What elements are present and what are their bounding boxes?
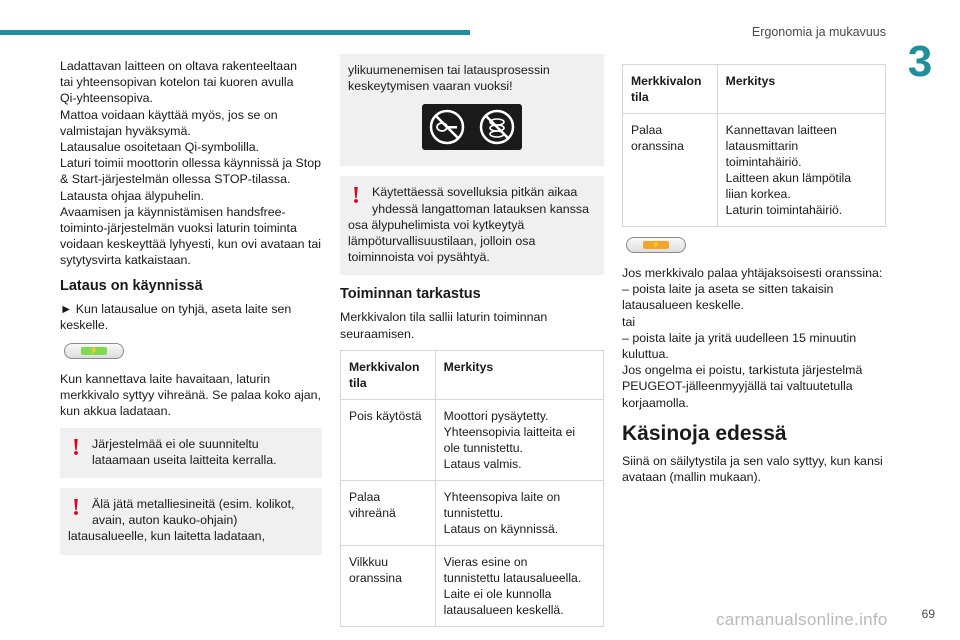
warning-line: Käytettäessä sovelluksia pitkän aikaa <box>372 185 578 200</box>
step-line: keskelle. <box>60 317 109 332</box>
table-header-row <box>623 65 886 114</box>
warning-box-continued <box>340 54 604 166</box>
header-text: Merkkivalon <box>349 359 420 374</box>
after-line: latausalueen keskelle. <box>622 298 744 313</box>
intro-line: & Start-järjestelmän ollessa STOP-tilassa. <box>60 172 291 187</box>
warning-mark-icon: ! <box>72 495 80 522</box>
warning-mark-icon: ! <box>352 183 360 210</box>
intro-line: Avaamisen ja käynnistämisen handsfree- <box>60 204 286 219</box>
warning-mark-icon: ! <box>72 434 80 461</box>
warning-line: yhdessä langattoman latauksen kanssa <box>372 201 589 216</box>
cell-text: Laturin toimintahäiriö. <box>725 203 843 217</box>
table-cell <box>341 480 436 545</box>
cell-text: liian korkea. <box>725 187 791 201</box>
warning-line: lataamaan useita laitteita kerralla. <box>92 452 277 467</box>
after-line: – poista laite ja yritä uudelleen 15 minuutin <box>622 330 857 345</box>
warning-line: latausalueelle, kun laitetta ladataan, <box>68 529 266 544</box>
table-cell <box>435 545 603 626</box>
table-cell <box>623 114 718 227</box>
header-accent-bar <box>0 30 470 35</box>
warning-line: osa älypuhelimista voi kytkeytyä <box>348 217 525 232</box>
table-header-cell <box>717 65 885 114</box>
warning-line: toiminnoista voi pysähtyä. <box>348 250 490 265</box>
detected-line: merkkivalo syttyy vihreänä. Se palaa koko ajan, <box>60 388 322 403</box>
after-line: tai <box>622 314 636 329</box>
intro-line: Ladattavan laitteen on oltava rakenteeltaan <box>60 59 297 73</box>
table-header-cell <box>623 65 718 114</box>
chapter-title: Ergonomia ja mukavuus <box>751 25 886 39</box>
table-row <box>341 545 604 626</box>
intro-line: toiminto-järjestelmän vuoksi laturin toiminta <box>60 221 297 236</box>
after-line: korjaamolla. <box>622 395 689 410</box>
lead-line: seuraamisen. <box>340 326 415 341</box>
header-text: Merkitys <box>725 74 776 88</box>
intro-line: valmistajan hyväksymä. <box>60 123 191 138</box>
chapter-number: 3 <box>907 37 933 86</box>
table-cell <box>717 114 885 227</box>
intro-line: Latausalue osoitetaan Qi-symbolilla. <box>60 140 260 155</box>
table-row <box>623 114 886 227</box>
section-heading-check: Toiminnan tarkastus <box>340 286 481 303</box>
page-number: 69 <box>921 607 935 621</box>
table-header-cell <box>341 350 436 399</box>
after-line: – poista laite ja aseta se sitten takaisin <box>622 282 834 297</box>
table-cell <box>435 399 603 480</box>
charging-bolt-icon: ⚡ <box>651 240 661 249</box>
cell-text: Laitteen akun lämpötila <box>725 171 852 185</box>
cell-text: oranssina <box>349 570 402 585</box>
cell-text: Pois käytöstä <box>349 408 422 423</box>
after-line: Jos ongelma ei poistu, tarkistuta järjestelmä <box>622 363 863 378</box>
forbidden-objects-icons <box>422 104 522 150</box>
cell-text: Kannettavan laitteen <box>725 123 837 137</box>
cell-text: Vilkkuu <box>349 554 389 569</box>
cell-text: Yhteensopivia laitteita ei <box>443 424 576 439</box>
warning-line: lämpöturvallisuustilaan, jolloin osa <box>348 234 536 249</box>
table-row <box>341 399 604 480</box>
header-text: tila <box>349 375 367 390</box>
table-row <box>341 480 604 545</box>
charging-led-icon <box>64 343 124 359</box>
watermark: carmanualsonline.info <box>716 610 888 629</box>
detected-line: kun akkua ladataan. <box>60 404 171 419</box>
cell-text: ole tunnistettu. <box>443 440 523 455</box>
status-table <box>622 64 886 227</box>
header-text: Merkitys <box>443 359 494 374</box>
cell-text: tunnistettu. <box>443 505 504 520</box>
section-heading-armrest: Käsinoja edessä <box>622 421 787 445</box>
column-1 <box>60 58 322 565</box>
after-line: Jos merkkivalo palaa yhtäjaksoisesti oranssina: <box>622 266 883 280</box>
header-text: tila <box>631 90 649 104</box>
armrest-line: avataan (mallin mukaan). <box>622 470 762 485</box>
intro-line: tai yhteensopivan kotelon tai kuoren avulla <box>60 75 294 90</box>
cell-text: Palaa vihreänä <box>349 489 396 520</box>
column-2 <box>340 58 604 627</box>
table-cell <box>435 480 603 545</box>
charging-bolt-icon: ⚡ <box>89 346 99 356</box>
intro-line: Qi-yhteensopiva. <box>60 91 153 106</box>
step-line: ► Kun latausalue on tyhjä, aseta laite sen <box>60 301 292 316</box>
warning-line: avain, auton kauko-ohjain) <box>92 513 238 528</box>
table-cell <box>341 399 436 480</box>
no-coins-icon <box>478 108 516 146</box>
intro-line: Latausta ohjaa älypuhelin. <box>60 188 204 203</box>
no-keys-icon <box>428 108 466 146</box>
after-line: PEUGEOT-jälleenmyyjällä tai valtuutetulla <box>622 379 853 394</box>
cell-text: Palaa oranssina <box>631 123 684 153</box>
cell-text: Laite ei ole kunnolla <box>443 586 552 601</box>
table-cell <box>341 545 436 626</box>
cell-text: Vieras esine on <box>443 554 528 569</box>
column-3 <box>622 58 886 485</box>
lead-line: Merkkivalon tila sallii laturin toiminnan <box>340 310 548 325</box>
cell-text: Lataus on käynnissä. <box>443 521 559 536</box>
status-table <box>340 350 604 627</box>
table-header-row <box>341 350 604 399</box>
cell-text: toimintahäiriö. <box>725 155 802 169</box>
intro-line: voidaan keskeyttää lyhyesti, kun ovi avataan tai <box>60 237 322 252</box>
header-text: Merkkivalon <box>631 74 702 88</box>
after-line: kuluttua. <box>622 347 669 362</box>
cell-text: Moottori pysäytetty. <box>443 408 549 423</box>
warning-line: Järjestelmää ei ole suunniteltu <box>92 436 259 451</box>
warning-line: ylikuumenemisen tai latausprosessin <box>348 63 550 77</box>
cell-text: tunnistettu latausalueella. <box>443 570 582 585</box>
warning-box <box>60 428 322 478</box>
cell-text: Yhteensopiva laite on <box>443 489 561 504</box>
intro-line: sytytysvirta katkaistaan. <box>60 253 191 268</box>
warning-box <box>60 488 322 555</box>
detected-line: Kun kannettava laite havaitaan, laturin <box>60 372 271 387</box>
warning-box <box>340 176 604 275</box>
intro-line: Laturi toimii moottorin ollessa käynnissä ja Stop <box>60 156 322 171</box>
section-heading-charging: Lataus on käynnissä <box>60 277 203 294</box>
armrest-line: Siinä on säilytystila ja sen valo syttyy, kun kansi <box>622 453 883 468</box>
charging-led-icon <box>626 237 686 253</box>
warning-line: keskeytymisen vaaran vuoksi! <box>348 79 513 94</box>
cell-text: Lataus valmis. <box>443 456 522 471</box>
intro-line: Mattoa voidaan käyttää myös, jos se on <box>60 107 278 122</box>
cell-text: latausmittarin <box>725 139 799 153</box>
cell-text: latausalueen keskellä. <box>443 602 564 617</box>
warning-line: Älä jätä metalliesineitä (esim. kolikot, <box>92 497 295 512</box>
table-header-cell <box>435 350 603 399</box>
